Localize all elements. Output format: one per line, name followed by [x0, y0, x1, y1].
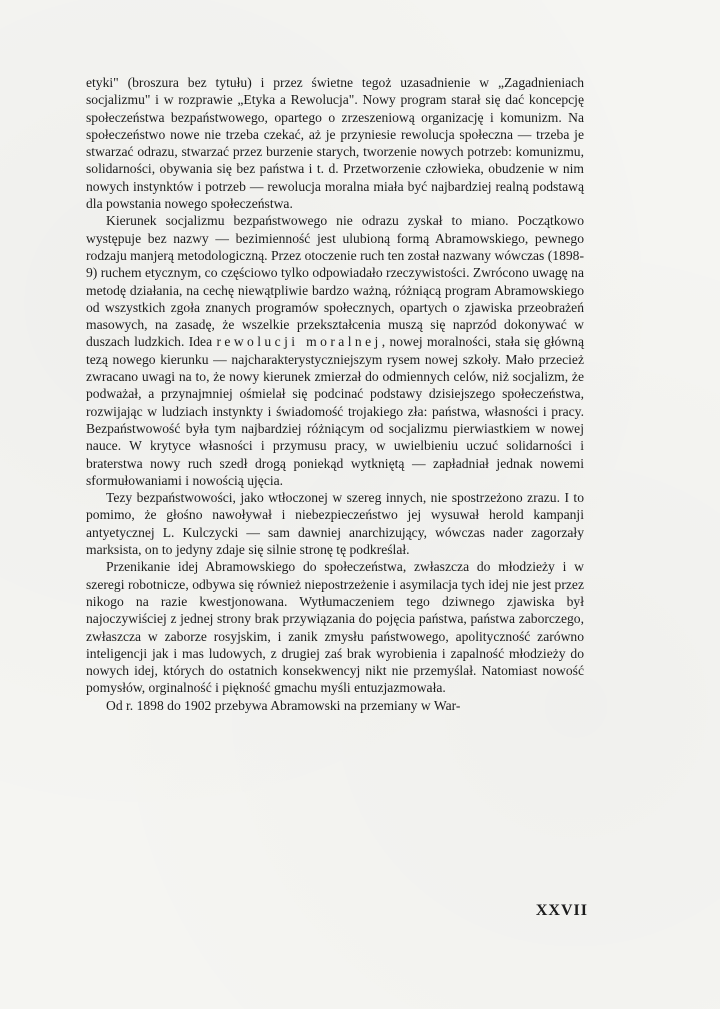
- paragraph-3: [86, 489, 584, 558]
- paragraph-3-text: Tezy bezpaństwowości, jako wtłoczonej w szereg innych, nie spostrzeżono zrazu. I to pomimo, że głośno nawoływał i niebezpieczeństwo jej wysuwał herold kampanji antyetycznej L. Kulczycki — sam dawniej anarchizujący, wówczas nader zagorzały marksista, on to jedyny zdaje się silnie stronę tę podkreślał.: [86, 490, 584, 558]
- paragraph-5: [86, 697, 584, 714]
- paragraph-1-text: etyki" (broszura bez tytułu) i przez świetne tegoż uzasadnienie w „Zagadnieniach socjalizmu" i w rozprawie „Etyka a Rewolucja". Nowy program starał się dać koncepcję społeczeństwa bezpaństwowego, opartego o zrzeszeniową organizację i komunizm. Na społeczeństwo nowe nie trzeba czekać, aż je przyniesie rewolucja społeczna — trzeba je stwarzać odrazu, stwarzać przez burzenie starych, tworzenie nowych potrzeb: komunizmu, solidarności, obywania się bez państwa i t. d. Przetworzenie człowieka, obudzenie w nim nowych instynktów i potrzeb — rewolucja moralna miała być najbardziej realną podstawą dla powstania nowego społeczeństwa.: [86, 75, 584, 212]
- paragraph-4: [86, 558, 584, 696]
- body-text: [86, 74, 584, 714]
- paragraph-2: [86, 212, 584, 489]
- page-number: XXVII: [535, 902, 588, 919]
- paragraph-1: [86, 74, 584, 212]
- paragraph-5-text: Od r. 1898 do 1902 przebywa Abramowski na przemiany w War-: [106, 697, 461, 713]
- paragraph-2-text-start: Kierunek socjalizmu bezpaństwowego nie odrazu zyskał to miano. Początkowo występuje bez nazwy — bezimienność jest ulubioną formą Abramowskiego, pewnego rodzaju manjerą metodologiczną. Przez otoczenie ruch ten został nazwany wówczas (1898-9) ruchem etycznym, co częściowo tylko odpowiadało rzeczywistości. Zwrócono uwagę na metodę działania, na cechę niewątpliwie bardzo ważną, różniącą program Abramowskiego od wszystkich zgoła znanych programów społecznych, opartych o zjawiska przeobrażeń masowych, na zasadę, że wszelkie przekształcenia muszą się naprzód dokonywać w duszach ludzkich. Idea: [86, 213, 584, 350]
- paragraph-2-text-end: , nowej moralności, stała się główną tezą nowego kierunku — najcharakterystyczniejszym rysem nowej szkoły. Mało przecież zwracano uwagi na to, że nowy kierunek zmierzał do odmiennych celów, niż socjalizm, że podważał, a przynajmniej ośmielał się podcinać podstawy dzisiejszego społeczeństwa, rozwijając w ludziach instynkty i świadomość trojakiego zła: państwa, własności i pracy. Bezpaństwowość była tym najbardziej różniącym od socjalizmu pierwiastkiem w nowej nauce. W krytyce własności i przymusu pracy, w uwielbieniu uczuć solidarności i braterstwa nowy ruch szedł drogą poniekąd wytkniętą — zapładniał jednak nowemi sformułowaniami i nowością ujęcia.: [86, 334, 584, 488]
- paragraph-4-text: Przenikanie idej Abramowskiego do społeczeństwa, zwłaszcza do młodzieży i w szeregi robotnicze, odbywa się również niepostrzeżenie i asymilacja tych idej nie jest przez nikogo na razie kwestjonowana. Wytłumaczeniem tego dziwnego zjawiska był najoczywiściej z jednej strony brak przywiązania do pojęcia państwa, państwa zaborczego, zwłaszcza w zaborze rosyjskim, i zanik zmysłu państwowego, apolityczność zarówno inteligencji jak i mas ludowych, z drugiej zaś brak wyrobienia i zapalność młodzieży do nowych idej, których do ostatnich konsekwencyj nikt nie przemyślał. Natomiast nowość pomysłów, orginalność i piękność gmachu myśli entuzjazmowała.: [86, 559, 584, 696]
- spaced-emphasis-rewolucja-moralna: rewolucji moralnej: [216, 334, 382, 350]
